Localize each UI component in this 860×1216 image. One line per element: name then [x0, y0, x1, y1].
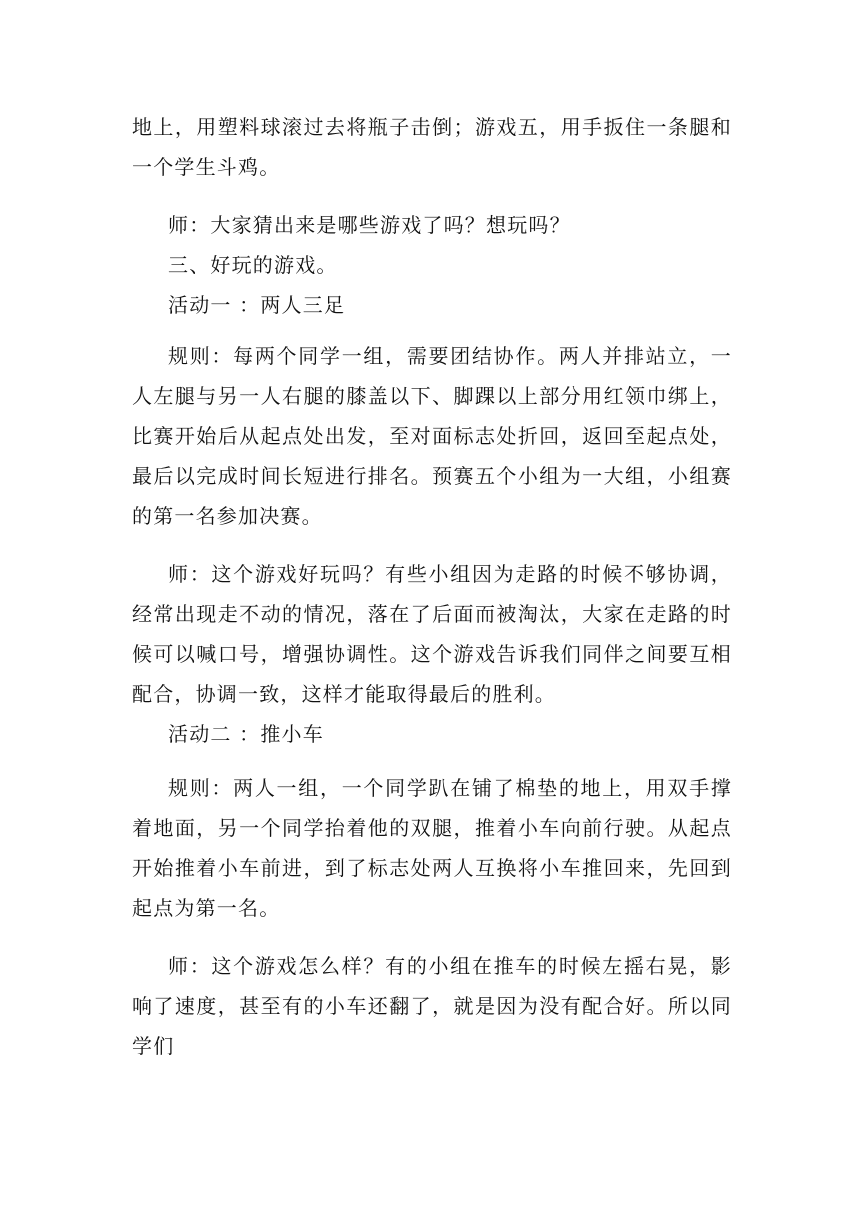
activity-one-title: 活动一 ：两人三足	[168, 293, 346, 317]
activity-one-rules: 规则：每两个同学一组，需要团结协作。两人并排站立，一人左腿与另一人右腿的膝盖以下、脚踝以上部分用红领巾绑上，比赛开始后从起点处出发，至对面标志处折回，返回至起点处，最后以完成时间长短进行排名。预赛五个小组为一大组，小组赛的第一名参加决赛。	[132, 344, 732, 528]
activity-one-teacher-comment: 师：这个游戏好玩吗？有些小组因为走路的时候不够协调，经常出现走不动的情况，落在了后面而被淘汰，大家在走路的时候可以喊口号，增强协调性。这个游戏告诉我们同伴之间要互相配合，协调一致，这样才能取得最后的胜利。	[132, 562, 732, 706]
activity-two-teacher-comment: 师：这个游戏怎么样？有的小组在推车的时候左摇右晃，影响了速度，甚至有的小车还翻了，就是因为没有配合好。所以同学们	[132, 954, 732, 1058]
document-body	[132, 107, 732, 1066]
section-heading: 三、好玩的游戏。	[168, 253, 338, 277]
paragraph-teacher-question: 师：大家猜出来是哪些游戏了吗？想玩吗？	[168, 213, 571, 237]
paragraph-continuation: 地上，用塑料球滚过去将瓶子击倒；游戏五，用手扳住一条腿和一个学生斗鸡。	[132, 115, 732, 179]
activity-two-title: 活动二 ：推小车	[168, 722, 324, 746]
activity-two-rules: 规则：两人一组，一个同学趴在铺了棉垫的地上，用双手撑着地面，另一个同学抬着他的双腿，推着小车向前行驶。从起点开始推着小车前进，到了标志处两人互换将小车推回来，先回到起点为第一名。	[132, 776, 732, 920]
